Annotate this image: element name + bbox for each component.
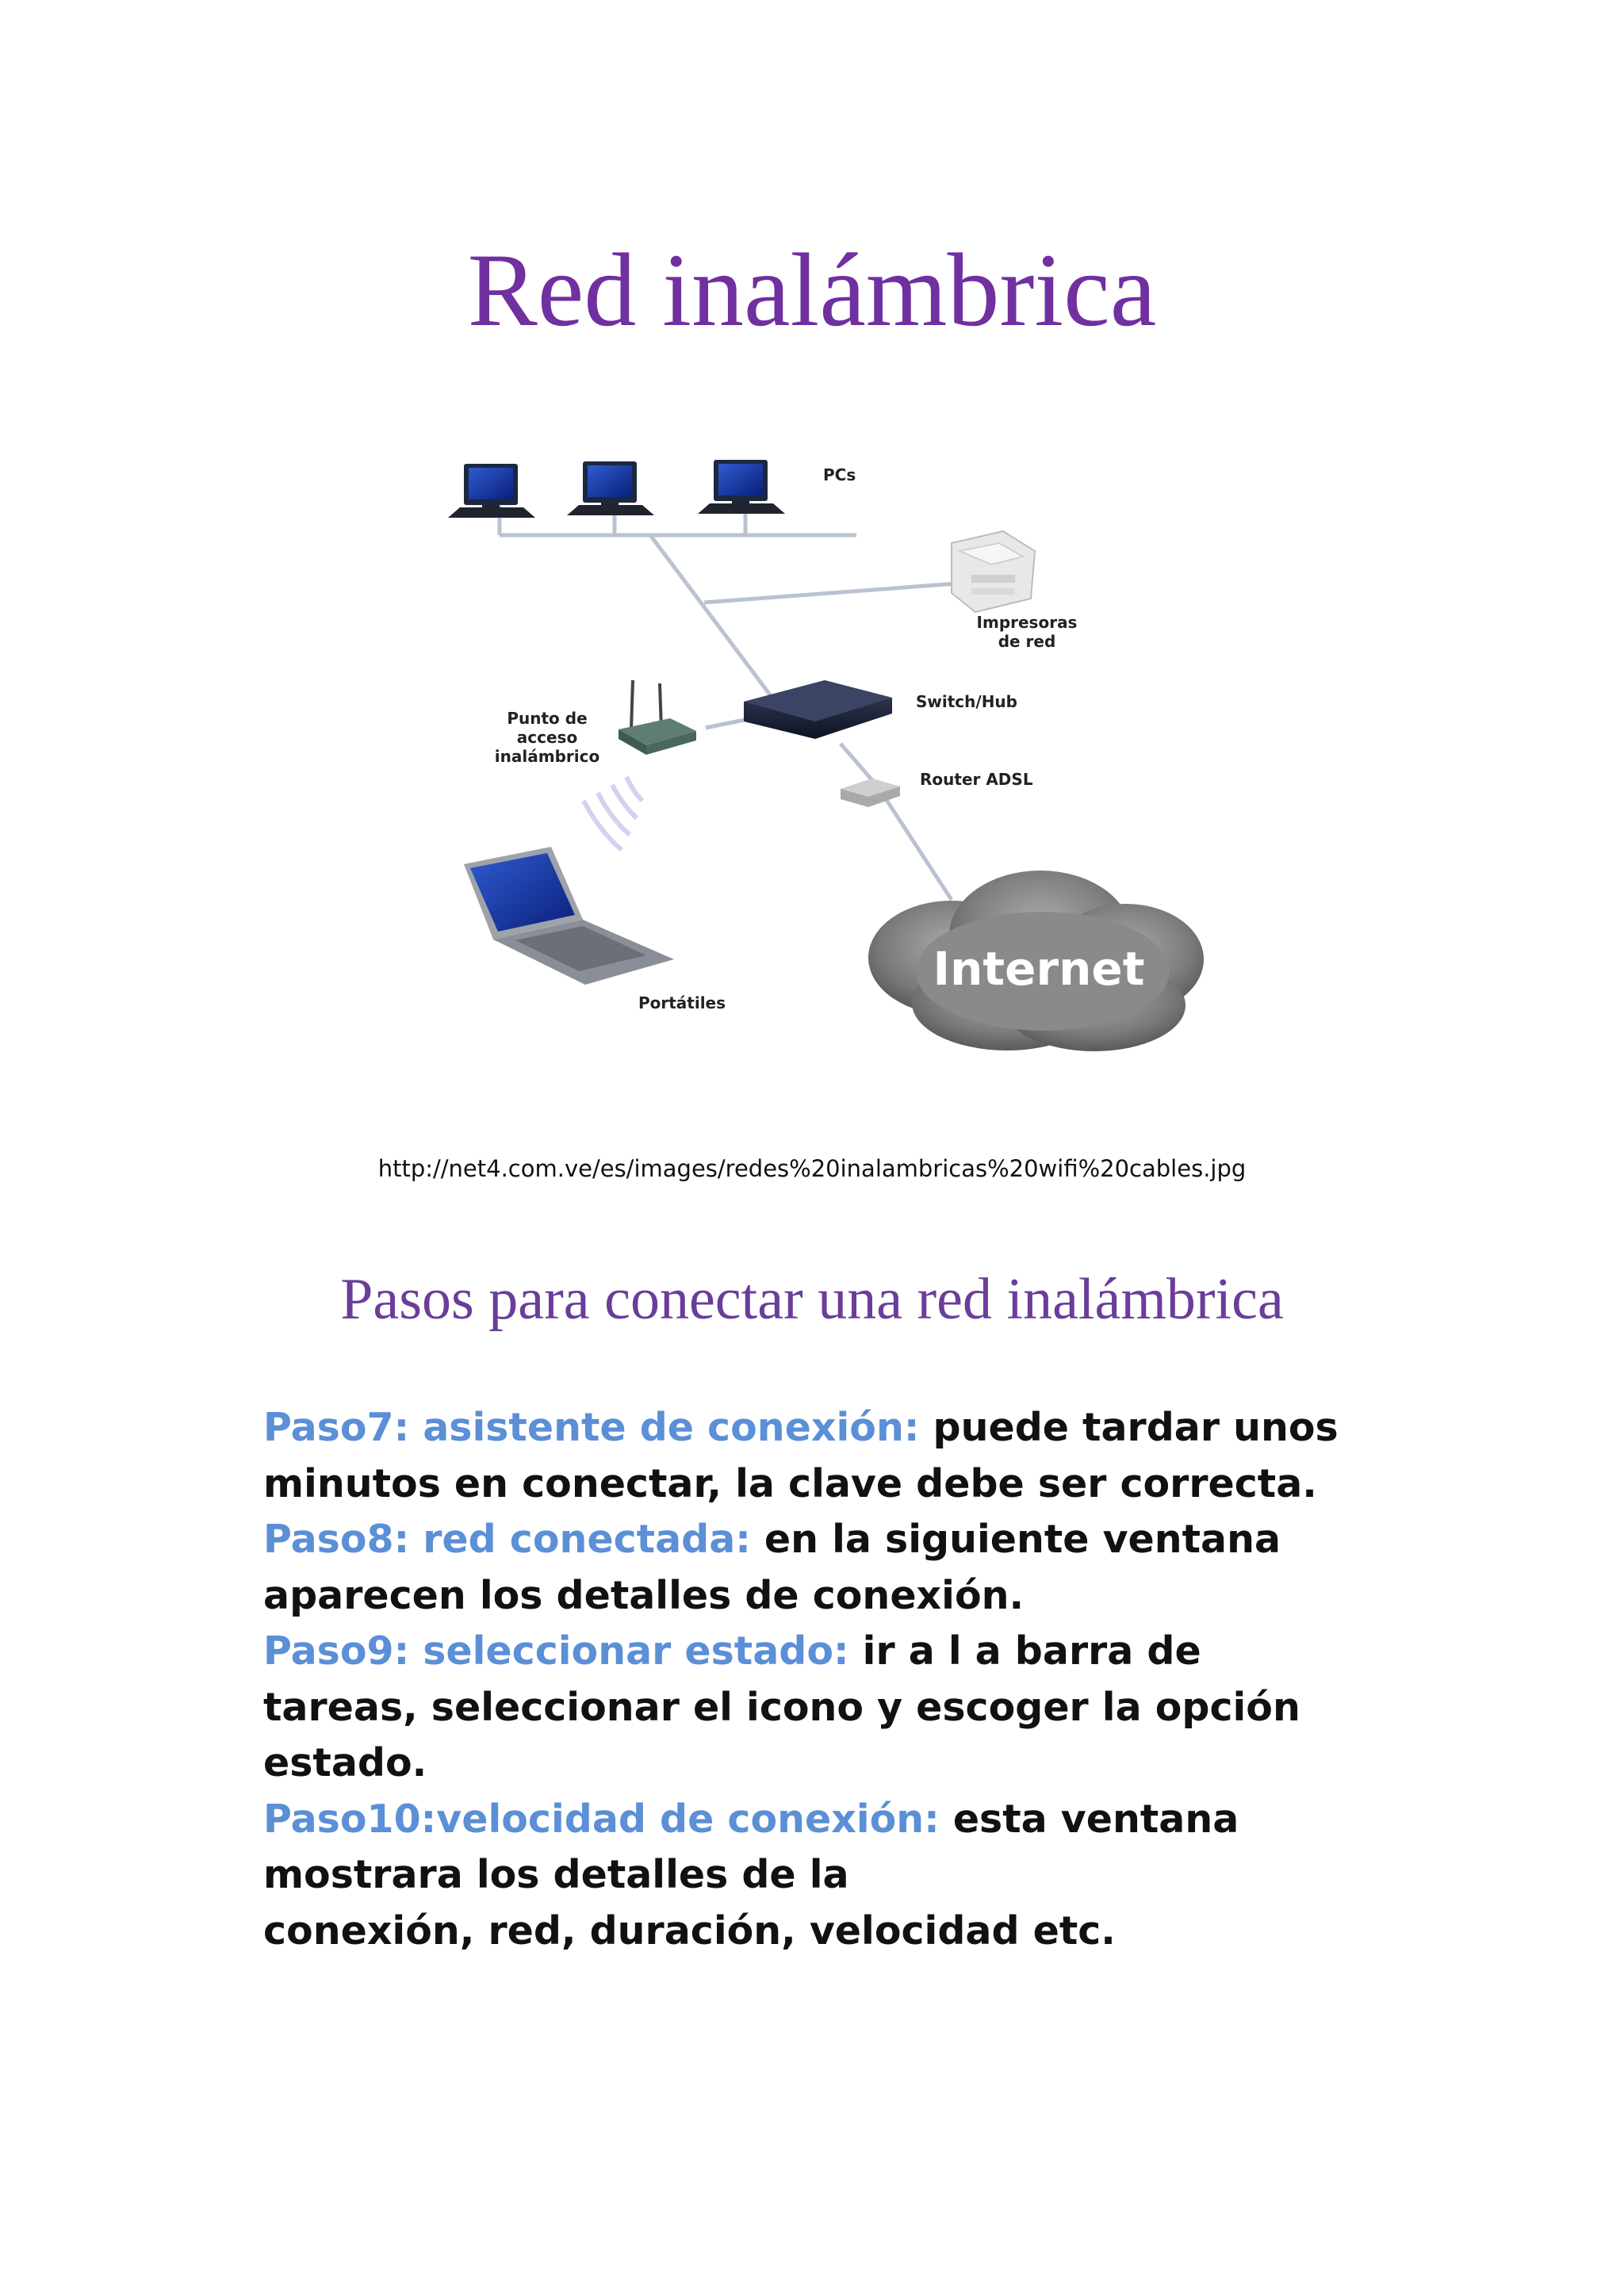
image-source-url: http://net4.com.ve/es/images/redes%20inalambricas%20wifi%20cables.jpg (377, 1155, 1247, 1182)
wifi-signal-icon (584, 777, 642, 850)
label-printers-2: de red (998, 632, 1056, 651)
step-7-heading: Paso7: asistente de conexión: (263, 1405, 920, 1450)
step-9-text-1: ir a l a barra de (848, 1628, 1201, 1674)
step-10-text-1: esta ventana (939, 1796, 1239, 1842)
label-pcs: PCs (823, 465, 856, 484)
label-ap-2: acceso (516, 728, 578, 747)
cable-internet (882, 793, 952, 900)
laptop-icon (464, 847, 674, 985)
cable-router (841, 744, 876, 785)
network-diagram (444, 412, 1277, 1078)
step-10-heading: Paso10:velocidad de conexión: (263, 1796, 940, 1842)
label-printers-1: Impresoras (976, 613, 1078, 632)
steps-list (263, 1400, 1389, 1959)
router-adsl-icon (841, 779, 900, 807)
step-10-text-2: mostrara los detalles de la (263, 1852, 849, 1897)
step-9-heading: Paso9: seleccionar estado: (263, 1628, 849, 1674)
access-point-icon (619, 680, 696, 755)
pc-2-icon (567, 461, 654, 515)
step-7-text-2: minutos en conectar, la clave debe ser correcta. (263, 1460, 1317, 1506)
label-ap-1: Punto de (507, 709, 588, 728)
step-9-text-2: tareas, seleccionar el icono y escoger la opción (263, 1684, 1300, 1730)
step-10-text-3: conexión, red, duración, velocidad etc. (263, 1908, 1116, 1954)
step-10 (263, 1792, 1389, 1960)
pc-1-icon (448, 464, 535, 518)
step-8-heading: Paso8: red conectada: (263, 1517, 751, 1562)
step-8 (263, 1512, 1389, 1624)
step-9-text-3: estado. (263, 1740, 427, 1785)
label-laptops: Portátiles (638, 993, 726, 1012)
step-8-text-1: en la siguiente ventana (750, 1517, 1281, 1562)
cable-printer (704, 583, 967, 603)
label-internet: Internet (933, 942, 1145, 996)
label-switch: Switch/Hub (916, 692, 1017, 711)
network-diagram-svg (444, 412, 1277, 1078)
step-7-text-1: puede tardar unos (919, 1405, 1339, 1450)
network-cables (500, 506, 967, 900)
label-router: Router ADSL (920, 770, 1033, 789)
page-title: Red inalámbrica (467, 232, 1157, 348)
section-subtitle: Pasos para conectar una red inalámbrica (340, 1267, 1284, 1332)
step-8-text-2: aparecen los detalles de conexión. (263, 1572, 1025, 1618)
pc-3-icon (698, 460, 785, 514)
step-7 (263, 1400, 1389, 1512)
printer-icon (952, 531, 1035, 612)
step-9 (263, 1624, 1389, 1792)
label-ap-3: inalámbrico (494, 747, 600, 766)
